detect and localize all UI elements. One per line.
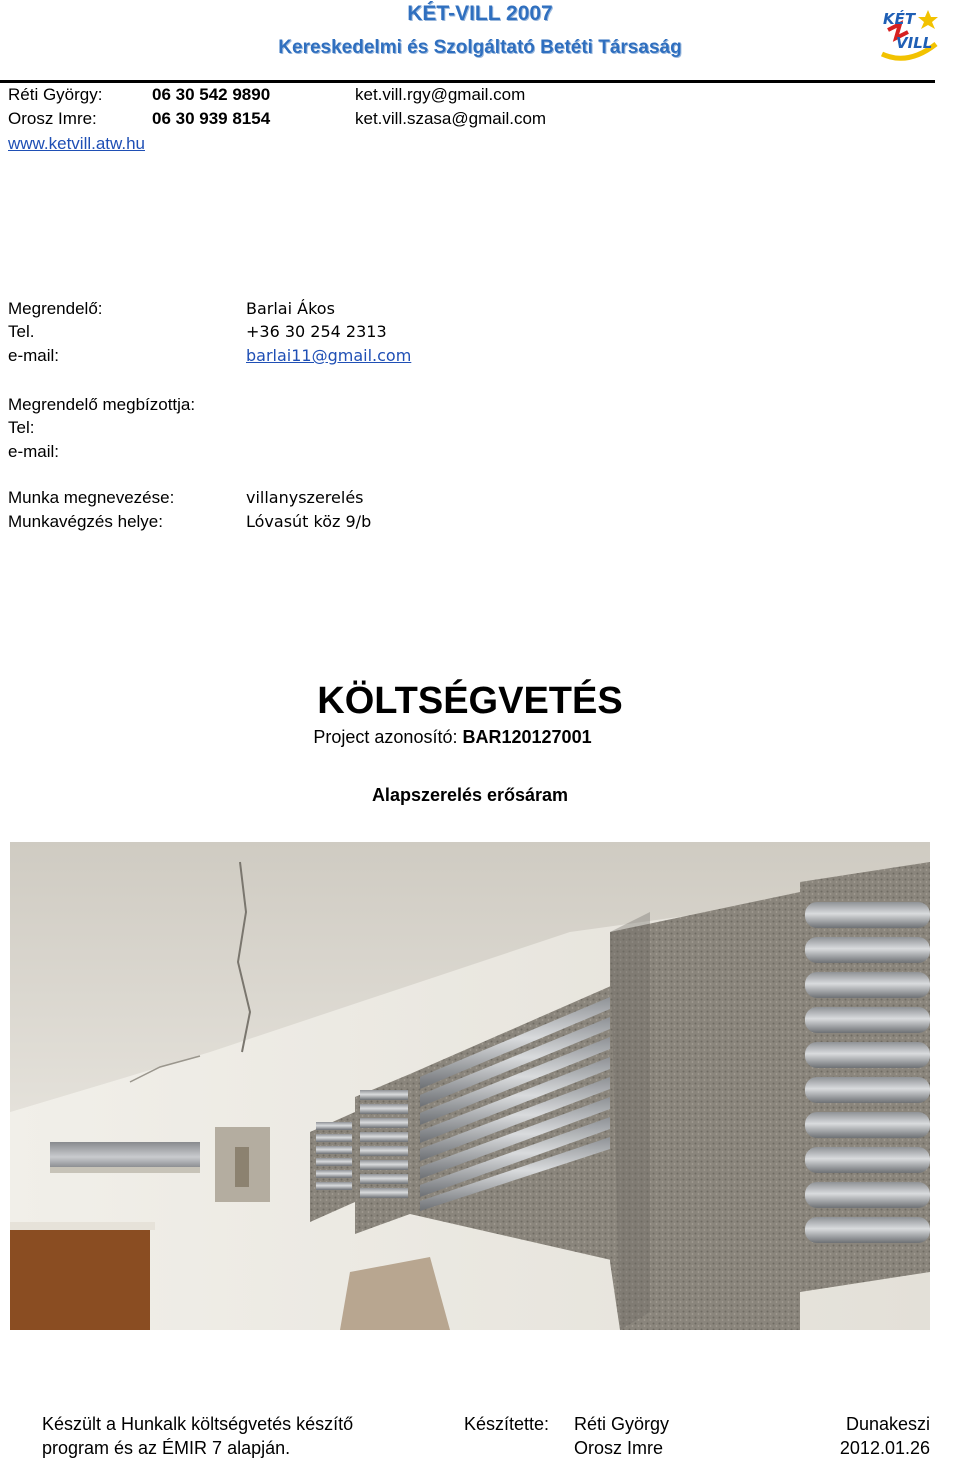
agent-label: Megrendelő megbízottja: (8, 395, 196, 414)
prepared-by-label: Készítette: (464, 1414, 550, 1434)
logo-star (918, 10, 938, 29)
contact-name-1: Réti György: (8, 85, 103, 104)
website-link[interactable]: www.ketvill.atw.hu (8, 134, 145, 153)
contact-email-1[interactable]: ket.vill.rgy@gmail.com (355, 85, 526, 104)
preparer-1: Réti György (574, 1414, 670, 1434)
contact-email-2[interactable]: ket.vill.szasa@gmail.com (355, 109, 547, 128)
job-place-label: Munkavégzés helye: (8, 512, 163, 531)
customer-email-label: e-mail: (8, 346, 60, 365)
footer-place: Dunakeszi (845, 1414, 930, 1434)
project-line (0, 727, 905, 748)
logo-text-1: KÉT (883, 10, 916, 28)
document-subtitle: Alapszerelés erősáram (371, 785, 569, 805)
customer-email[interactable]: barlai11@gmail.com (246, 346, 412, 365)
footer-note-line-2: program és az ÉMIR 7 alapján. (42, 1438, 291, 1458)
company-subtitle: Kereskedelmi és Szolgáltató Betéti Társaság (278, 37, 682, 58)
project-label: Project azonosító: (313, 727, 458, 747)
contact-phone-2: 06 30 939 8154 (152, 109, 271, 128)
customer-name: Barlai Ákos (246, 299, 335, 318)
agent-tel-label: Tel: (8, 418, 35, 437)
job-name: villanyszerelés (246, 488, 364, 507)
job-place: Lóvasút köz 9/b (246, 512, 372, 531)
customer-tel: +36 30 254 2313 (246, 322, 387, 341)
customer-tel-label: Tel. (8, 322, 35, 341)
agent-email-label: e-mail: (8, 442, 60, 461)
project-id: BAR120127001 (462, 727, 592, 747)
logo-text-2: VILL (896, 34, 933, 52)
footer-note-line-1: Készült a Hunkalk költségvetés készítő (42, 1414, 354, 1434)
preparer-2: Orosz Imre (574, 1438, 664, 1458)
contact-phone-1: 06 30 542 9890 (152, 85, 271, 104)
header-rule (0, 80, 935, 83)
document-title: KÖLTSÉGVETÉS (317, 680, 623, 722)
footer-date: 2012.01.26 (839, 1438, 930, 1458)
conduit-photo (10, 842, 930, 1330)
company-logo (878, 4, 940, 64)
customer-label: Megrendelő: (8, 299, 103, 318)
company-name: KÉT-VILL 2007 (407, 2, 553, 25)
job-name-label: Munka megnevezése: (8, 488, 175, 507)
contact-name-2: Orosz Imre: (8, 109, 97, 128)
